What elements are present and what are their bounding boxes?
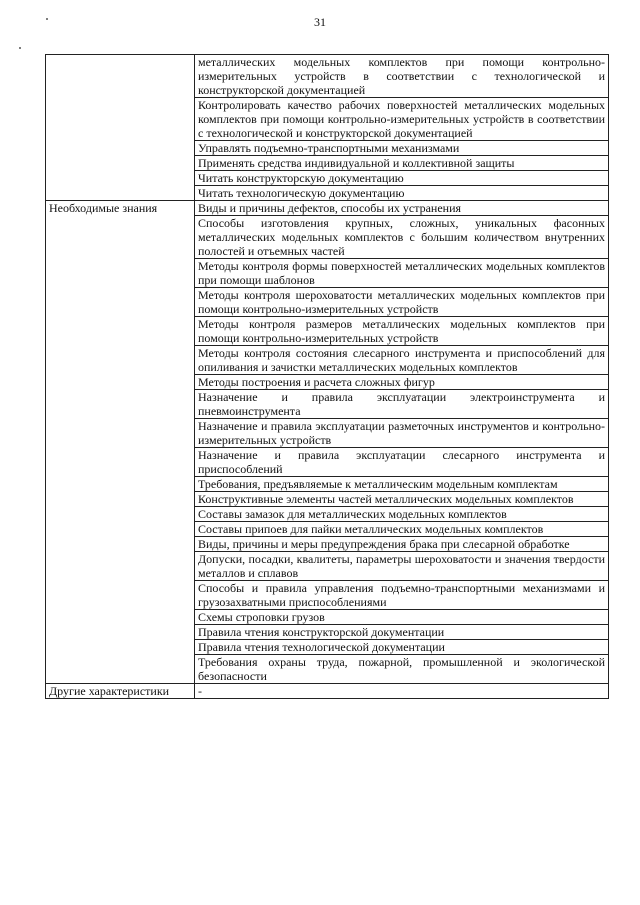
table-row	[46, 317, 609, 346]
content-cell: Правила чтения технологической документации	[195, 640, 609, 655]
content-cell: Способы изготовления крупных, сложных, уникальных фасонных металлических модельных комплектов с большим количеством внутренних полостей и отъемных частей	[195, 216, 609, 259]
table-row	[46, 186, 609, 201]
content-cell: Методы контроля шероховатости металлических модельных комплектов при помощи контрольно-измерительных устройств	[195, 288, 609, 317]
table-row	[46, 346, 609, 375]
content-cell: Правила чтения конструкторской документации	[195, 625, 609, 640]
content-cell: Читать технологическую документацию	[195, 186, 609, 201]
table-row	[46, 655, 609, 684]
page-number: 31	[314, 15, 326, 29]
requirements-table	[45, 54, 609, 699]
content-cell: Методы контроля формы поверхностей металлических модельных комплектов при помощи шаблонов	[195, 259, 609, 288]
label-cell	[46, 522, 195, 537]
label-cell	[46, 477, 195, 492]
content-cell: -	[195, 684, 609, 699]
content-cell: Методы контроля состояния слесарного инструмента и приспособлений для опиливания и зачистки металлических модельных комплектов	[195, 346, 609, 375]
table-row	[46, 610, 609, 625]
content-cell: Применять средства индивидуальной и коллективной защиты	[195, 156, 609, 171]
content-cell: Требования, предъявляемые к металлическим модельным комплектам	[195, 477, 609, 492]
table-row	[46, 581, 609, 610]
table-row	[46, 390, 609, 419]
label-cell	[46, 186, 195, 201]
scan-speck	[46, 18, 48, 20]
scan-speck	[19, 47, 21, 49]
label-cell	[46, 492, 195, 507]
content-cell: Составы замазок для металлических модельных комплектов	[195, 507, 609, 522]
content-cell: Методы контроля размеров металлических модельных комплектов при помощи контрольно-измерительных устройств	[195, 317, 609, 346]
label-cell	[46, 390, 195, 419]
table-row	[46, 201, 609, 216]
label-cell	[46, 156, 195, 171]
label-cell: Необходимые знания	[46, 201, 195, 216]
table-row	[46, 477, 609, 492]
table-row	[46, 259, 609, 288]
table-row	[46, 537, 609, 552]
label-cell	[46, 507, 195, 522]
label-cell	[46, 346, 195, 375]
table-row	[46, 419, 609, 448]
label-cell	[46, 610, 195, 625]
table-row	[46, 507, 609, 522]
table-body	[46, 55, 609, 699]
table-row	[46, 141, 609, 156]
content-cell: Схемы строповки грузов	[195, 610, 609, 625]
label-cell	[46, 259, 195, 288]
table-row	[46, 625, 609, 640]
content-cell: Требования охраны труда, пожарной, промышленной и экологической безопасности	[195, 655, 609, 684]
label-cell	[46, 171, 195, 186]
label-cell	[46, 375, 195, 390]
label-cell	[46, 98, 195, 141]
label-cell	[46, 640, 195, 655]
content-cell: Назначение и правила эксплуатации слесарного инструмента и приспособлений	[195, 448, 609, 477]
label-cell: Другие характеристики	[46, 684, 195, 699]
label-cell	[46, 55, 195, 98]
table-row	[46, 156, 609, 171]
label-cell	[46, 625, 195, 640]
table-row	[46, 492, 609, 507]
table-row	[46, 522, 609, 537]
table-row	[46, 375, 609, 390]
content-cell: Виды, причины и меры предупреждения брака при слесарной обработке	[195, 537, 609, 552]
table-row	[46, 640, 609, 655]
label-cell	[46, 419, 195, 448]
content-cell: Назначение и правила эксплуатации разметочных инструментов и контрольно-измерительных устройств	[195, 419, 609, 448]
content-cell: Читать конструкторскую документацию	[195, 171, 609, 186]
content-cell: Контролировать качество рабочих поверхностей металлических модельных комплектов при помощи контрольно-измерительных устройств в соответствии с технологической и конструкторской документацией	[195, 98, 609, 141]
content-cell: Конструктивные элементы частей металлических модельных комплектов	[195, 492, 609, 507]
content-cell: Составы припоев для пайки металлических модельных комплектов	[195, 522, 609, 537]
table-row	[46, 684, 609, 699]
content-cell: металлических модельных комплектов при помощи контрольно-измерительных устройств в соответствии с технологической и конструкторской документацией	[195, 55, 609, 98]
table-row	[46, 216, 609, 259]
label-cell	[46, 537, 195, 552]
content-cell: Назначение и правила эксплуатации электроинструмента и пневмоинструмента	[195, 390, 609, 419]
content-cell: Способы и правила управления подъемно-транспортными механизмами и грузозахватными приспособлениями	[195, 581, 609, 610]
table-row	[46, 98, 609, 141]
label-cell	[46, 141, 195, 156]
label-cell	[46, 288, 195, 317]
content-cell: Управлять подъемно-транспортными механизмами	[195, 141, 609, 156]
table-row	[46, 288, 609, 317]
table-row	[46, 55, 609, 98]
table-row	[46, 448, 609, 477]
label-cell	[46, 655, 195, 684]
label-cell	[46, 552, 195, 581]
table-row	[46, 171, 609, 186]
label-cell	[46, 581, 195, 610]
content-cell: Допуски, посадки, квалитеты, параметры шероховатости и значения твердости металлов и сплавов	[195, 552, 609, 581]
content-cell: Виды и причины дефектов, способы их устранения	[195, 201, 609, 216]
label-cell	[46, 317, 195, 346]
table-row	[46, 552, 609, 581]
label-cell	[46, 216, 195, 259]
content-cell: Методы построения и расчета сложных фигур	[195, 375, 609, 390]
label-cell	[46, 448, 195, 477]
